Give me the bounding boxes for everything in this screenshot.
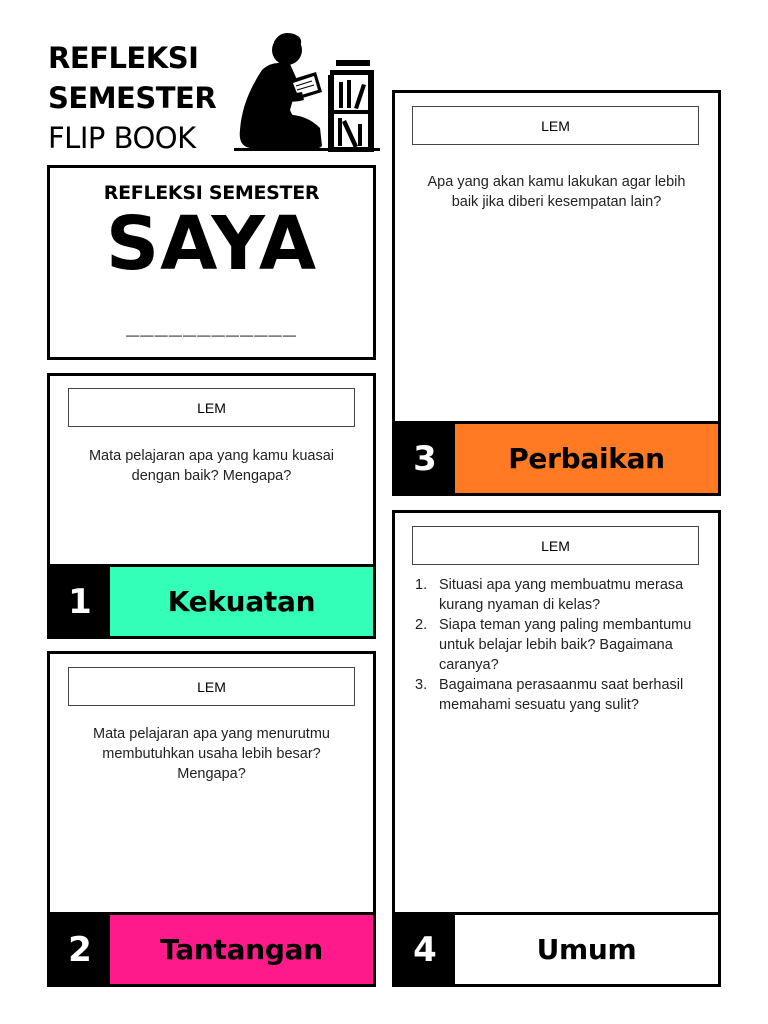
list-item (415, 675, 704, 715)
card-label: Tantangan (110, 915, 373, 984)
card-question: Apa yang akan kamu lakukan agar lebih baik jika diberi kesempatan lain? (427, 174, 686, 210)
title-line-2: SEMESTER (48, 81, 217, 115)
list-text: Bagaimana perasaanmu saat berhasil memahami sesuatu yang sulit? (439, 677, 684, 713)
list-number: 1. (415, 577, 428, 593)
card-label: Perbaikan (455, 424, 718, 493)
card-number: 3 (395, 424, 455, 493)
card-question: Mata pelajaran apa yang menurutmu membutuhkan usaha lebih besar? Mengapa? (93, 726, 330, 782)
card-tantangan (47, 651, 376, 987)
list-text: Situasi apa yang membuatmu merasa kurang nyaman di kelas? (439, 577, 684, 613)
name-card-title: SAYA (105, 201, 318, 287)
child-reading-by-bookshelf-icon (232, 30, 382, 154)
name-card (47, 165, 376, 360)
list-number: 3. (415, 677, 428, 693)
flipbook-title (48, 38, 228, 158)
card-footer (395, 912, 718, 984)
glue-area: LEM (68, 667, 355, 706)
glue-area: LEM (68, 388, 355, 427)
list-number: 2. (415, 617, 428, 633)
card-kekuatan (47, 373, 376, 639)
title-line-1: REFLEKSI (48, 41, 199, 75)
name-card-subtitle: REFLEKSI SEMESTER (103, 182, 320, 204)
list-item (415, 615, 704, 675)
question-list (415, 575, 704, 715)
title-line-3: FLIP BOOK (48, 121, 196, 155)
name-writing-line: ____________ (126, 312, 297, 337)
card-label: Umum (455, 915, 718, 984)
glue-area: LEM (412, 106, 699, 145)
card-footer (395, 421, 718, 493)
card-label: Kekuatan (110, 567, 373, 636)
list-text: Siapa teman yang paling membantumu untuk belajar lebih baik? Bagaimana caranya? (439, 617, 692, 673)
card-question: Mata pelajaran apa yang kamu kuasai dengan baik? Mengapa? (88, 448, 335, 484)
card-number: 2 (50, 915, 110, 984)
card-number: 4 (395, 915, 455, 984)
card-footer (50, 912, 373, 984)
card-perbaikan (392, 90, 721, 496)
list-item (415, 575, 704, 615)
card-number: 1 (50, 567, 110, 636)
glue-area: LEM (412, 526, 699, 565)
card-footer (50, 564, 373, 636)
card-umum (392, 510, 721, 987)
